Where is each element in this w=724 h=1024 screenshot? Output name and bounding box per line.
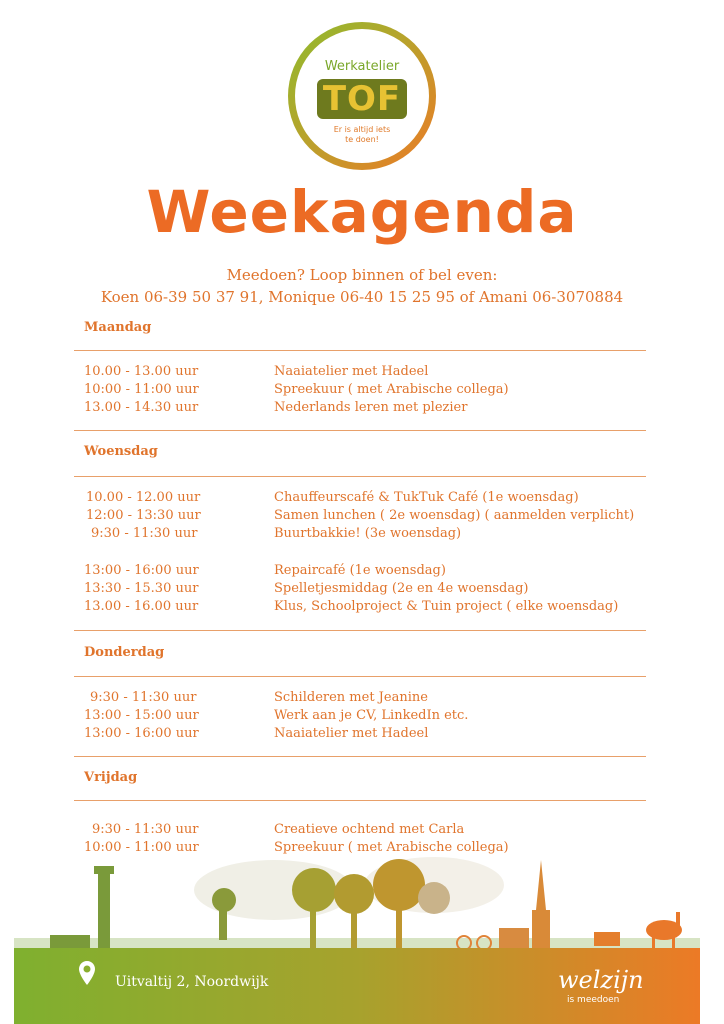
divider — [74, 430, 646, 431]
slot-time: 10:00 - 11:00 uur — [84, 382, 199, 397]
slot-activity: Samen lunchen ( 2e woensdag) ( aanmelden verplicht) — [274, 508, 635, 523]
skyline-illustration — [14, 850, 700, 950]
slot-activity: Repaircafé (1e woensdag) — [274, 563, 446, 578]
slot-time: 13:30 - 15.30 uur — [84, 581, 199, 596]
slot-time: 13.00 - 14.30 uur — [84, 400, 199, 415]
slot-time: 9:30 - 11:30 uur — [90, 690, 197, 705]
slot-time: 13:00 - 16:00 uur — [84, 563, 199, 578]
day-heading: Maandag — [84, 320, 152, 335]
divider — [74, 476, 646, 477]
day-heading: Woensdag — [84, 444, 158, 459]
slot-time: 10:00 - 11:00 uur — [84, 840, 199, 855]
welzijn-logo: welzijn — [558, 966, 644, 994]
intro-line-1: Meedoen? Loop binnen of bel even: — [226, 266, 498, 284]
day-heading: Vrijdag — [84, 770, 138, 785]
slot-time: 9:30 - 11:30 uur — [91, 526, 198, 541]
slot-time: 10.00 - 13.00 uur — [84, 364, 199, 379]
logo-top-text: Werkatelier — [324, 59, 400, 74]
tof-logo — [288, 22, 436, 170]
location-pin-icon — [78, 960, 96, 986]
page-title: Weekagenda — [146, 178, 578, 246]
slot-time: 13.00 - 16.00 uur — [84, 599, 199, 614]
footer-address: Uitvaltij 2, Noordwijk — [115, 974, 269, 990]
slot-activity: Naaiatelier met Hadeel — [274, 726, 429, 741]
slot-activity: Creatieve ochtend met Carla — [274, 822, 465, 837]
slot-time: 9:30 - 11:30 uur — [92, 822, 199, 837]
divider — [74, 800, 646, 801]
slot-activity: Spelletjesmiddag (2e en 4e woensdag) — [274, 581, 529, 596]
slot-activity: Buurtbakkie! (3e woensdag) — [274, 526, 462, 541]
slot-activity: Spreekuur ( met Arabische collega) — [274, 840, 509, 855]
slot-activity: Werk aan je CV, LinkedIn etc. — [274, 708, 469, 723]
slot-time: 13:00 - 15:00 uur — [84, 708, 199, 723]
slot-activity: Klus, Schoolproject & Tuin project ( elke woensdag) — [274, 599, 619, 614]
slot-activity: Chauffeurscafé & TukTuk Café (1e woensdag) — [274, 490, 579, 505]
slot-activity: Nederlands leren met plezier — [274, 400, 468, 415]
divider — [74, 630, 646, 631]
divider — [74, 350, 646, 351]
slot-time: 12:00 - 13:30 uur — [86, 508, 201, 523]
slot-time: 10.00 - 12.00 uur — [86, 490, 201, 505]
slot-time: 13:00 - 16:00 uur — [84, 726, 199, 741]
slot-activity: Naaiatelier met Hadeel — [274, 364, 429, 379]
logo-main-text: TOF — [317, 79, 407, 119]
day-heading: Donderdag — [84, 645, 165, 660]
slot-activity: Schilderen met Jeanine — [274, 690, 428, 705]
welzijn-tagline: is meedoen — [567, 995, 620, 1005]
intro-line-2: Koen 06-39 50 37 91, Monique 06-40 15 25 95 of Amani 06-3070884 — [100, 288, 624, 306]
slot-activity: Spreekuur ( met Arabische collega) — [274, 382, 509, 397]
divider — [74, 676, 646, 677]
divider — [74, 756, 646, 757]
logo-sub-text: Er is altijd iets te doen! — [333, 125, 391, 144]
